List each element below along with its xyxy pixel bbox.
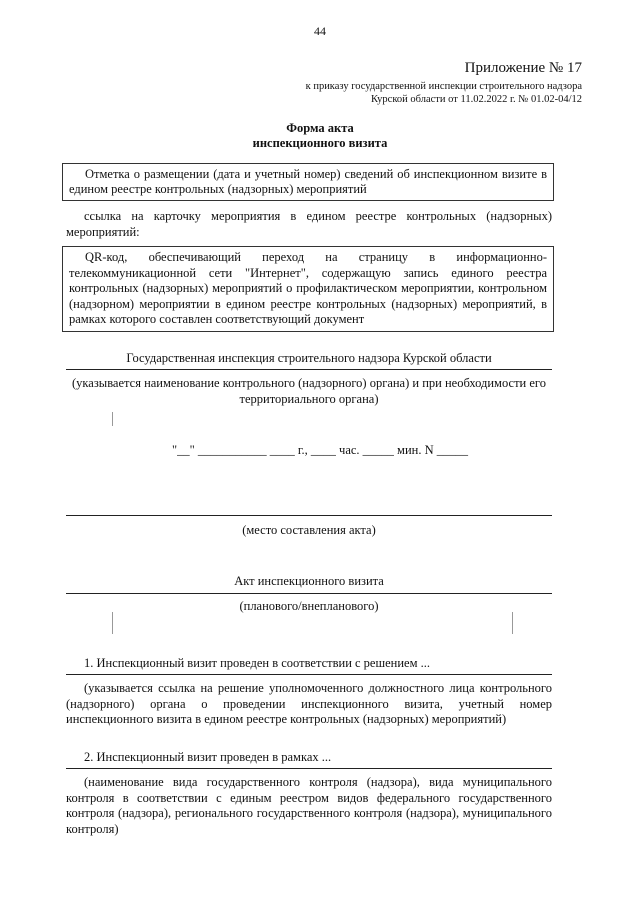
place-hint: (место составления акта) xyxy=(242,523,376,537)
item1-hint-block xyxy=(66,681,552,728)
page-number: 44 xyxy=(314,24,326,38)
scan-mark-right xyxy=(512,612,513,634)
item1-block xyxy=(66,656,552,672)
qr-code-box xyxy=(62,246,554,332)
scan-mark xyxy=(112,412,113,426)
form-title-line2: инспекционного визита xyxy=(252,136,388,150)
placement-mark-text: Отметка о размещении (дата и учетный номер) сведений об инспекционном визите в едином реестре контрольных (надзорных) мероприятий xyxy=(69,167,547,196)
scan-mark-left xyxy=(112,612,113,634)
item2-hint-text: (наименование вида государственного контроля (надзора), вида муниципального контроля в соответствии с единым реестром видов федерального государственного контроля (надзора), регионального государственного контроля (надзора), муниципального контроля) xyxy=(66,775,552,836)
appendix-order-line: к приказу государственной инспекции строительного надзора xyxy=(305,81,582,92)
item2-rule xyxy=(66,768,552,769)
item2-hint-block xyxy=(66,775,552,837)
organ-name-rule xyxy=(66,369,552,370)
date-time-line: "__" ___________ ____ г., ____ час. _____ мин. N _____ xyxy=(172,443,468,457)
item2-block xyxy=(66,750,552,766)
appendix-date-line: Курской области от 11.02.2022 г. № 01.02-04/12 xyxy=(370,94,582,105)
card-link-text: ссылка на карточку мероприятия в едином реестре контрольных (надзорных) мероприятий: xyxy=(66,209,552,239)
qr-code-text: QR-код, обеспечивающий переход на страницу в информационно-телекоммуникационной сети "Интернет", содержащую запись единого реестра контрольных (надзорных) мероприятий о профилактическом мероприятии, контрольном (надзорном) мероприятии в едином реестре контрольных (надзорных) мероприятий, в рамках которого составлен соответствующий документ xyxy=(69,250,547,326)
appendix-title: Приложение № 17 xyxy=(464,60,582,76)
organ-name: Государственная инспекция строительного надзора Курской области xyxy=(126,351,492,365)
item1-text: 1. Инспекционный визит проведен в соответствии с решением ... xyxy=(84,656,430,670)
act-title-rule xyxy=(66,593,552,594)
form-title-line1: Форма акта xyxy=(286,121,354,135)
item2-text: 2. Инспекционный визит проведен в рамках ... xyxy=(84,750,332,764)
item1-hint-text: (указывается ссылка на решение уполномоченного должностного лица контрольного (надзорного) органа о проведении инспекционного визита, учетный номер инспекционного визита в едином реестре контрольных (надзорных) мероприятий) xyxy=(66,681,552,726)
card-link-block xyxy=(66,209,552,240)
placement-mark-box xyxy=(62,163,554,201)
item1-rule xyxy=(66,674,552,675)
act-type-hint: (планового/внепланового) xyxy=(239,599,379,613)
organ-hint: (указывается наименование контрольного (надзорного) органа) и при необходимости его территориального органа) xyxy=(72,376,546,406)
place-rule xyxy=(66,515,552,516)
act-title: Акт инспекционного визита xyxy=(234,574,384,588)
